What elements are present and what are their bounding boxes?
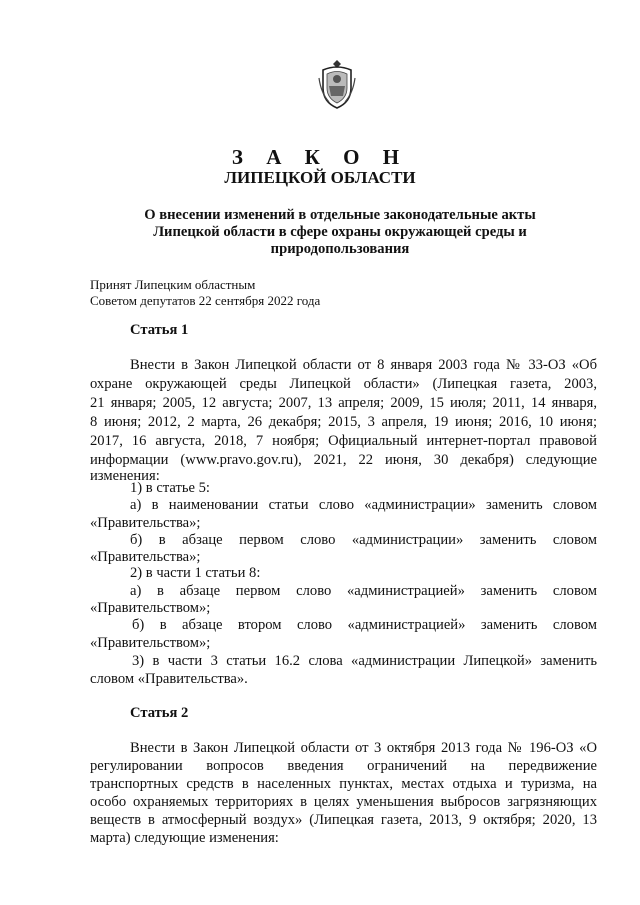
paragraph-line: регулировании вопросов введения ограничений на передвижение	[90, 758, 597, 774]
adoption-line: Принят Липецким областным	[90, 277, 256, 292]
law-title-line: природопользования	[270, 241, 410, 257]
paragraph-line: информации (www.pravo.gov.ru), 2021, 22 июня, 30 декабря) следующие	[90, 452, 597, 468]
paragraph-line: 8 июня; 2012, 2 марта, 26 декабря; 2015, 3 апреля, 19 июня; 2016, 10 июня;	[90, 414, 597, 430]
paragraph-line: «Правительства»;	[90, 515, 201, 531]
paragraph-line: особо охраняемых территориях в целях уменьшения выбросов загрязняющих	[90, 794, 597, 810]
list-item: 3) в части 3 статьи 16.2 слова «администрации Липецкой» заменить	[132, 653, 597, 669]
document-type-title: З А К О Н	[231, 145, 409, 169]
paragraph-line: веществ в атмосферный воздух» (Липецкая газета, 2013, 9 октября; 2020, 13	[90, 812, 597, 828]
article-2-heading: Статья 2	[130, 705, 189, 721]
law-title	[110, 207, 570, 258]
paragraph-line: словом «Правительства».	[90, 671, 248, 687]
paragraph-line: 2017, 16 августа, 2018, 7 ноября; Официальный интернет-портал правовой	[90, 433, 597, 449]
paragraph-line: «Правительства»;	[90, 549, 201, 565]
paragraph-line: изменения:	[90, 468, 160, 484]
list-item: а) в абзаце первом слово «администрацией» заменить словом	[130, 583, 597, 599]
article-1-heading: Статья 1	[130, 322, 189, 338]
paragraph-line: Внести в Закон Липецкой области от 3 октября 2013 года № 196-ОЗ «О	[130, 740, 597, 756]
paragraph-line: транспортных средств в населенных пунктах, местах отдыха и туризма, на	[90, 776, 597, 792]
list-item: 2) в части 1 статьи 8:	[130, 565, 261, 581]
coat-of-arms-icon	[315, 58, 359, 110]
list-item: 1) в статье 5:	[130, 480, 210, 496]
adoption-note	[90, 277, 320, 309]
paragraph-line: марта) следующие изменения:	[90, 830, 279, 846]
list-item: б) в абзаце втором слово «администрацией» заменить словом	[132, 617, 597, 633]
list-item: а) в наименовании статьи слово «администрации» заменить словом	[130, 497, 597, 513]
region-title: ЛИПЕЦКОЙ ОБЛАСТИ	[224, 168, 416, 187]
law-title-line: О внесении изменений в отдельные законодательные акты	[144, 207, 536, 223]
list-item: б) в абзаце первом слово «администрации» заменить словом	[130, 532, 597, 548]
adoption-line: Советом депутатов 22 сентября 2022 года	[90, 293, 321, 308]
paragraph-line: «Правительством»;	[90, 635, 211, 651]
paragraph-line: 21 января; 2005, 12 августа; 2007, 13 апреля; 2009, 15 июля; 2011, 14 января,	[90, 395, 597, 411]
law-title-line: Липецкой области в сфере охраны окружающей среды и	[153, 224, 527, 240]
paragraph-line: охране окружающей среды Липецкой области» (Липецкая газета, 2003,	[90, 376, 597, 392]
paragraph-line: «Правительством»;	[90, 600, 211, 616]
paragraph-line: Внести в Закон Липецкой области от 8 января 2003 года № 33-ОЗ «Об	[130, 357, 597, 373]
